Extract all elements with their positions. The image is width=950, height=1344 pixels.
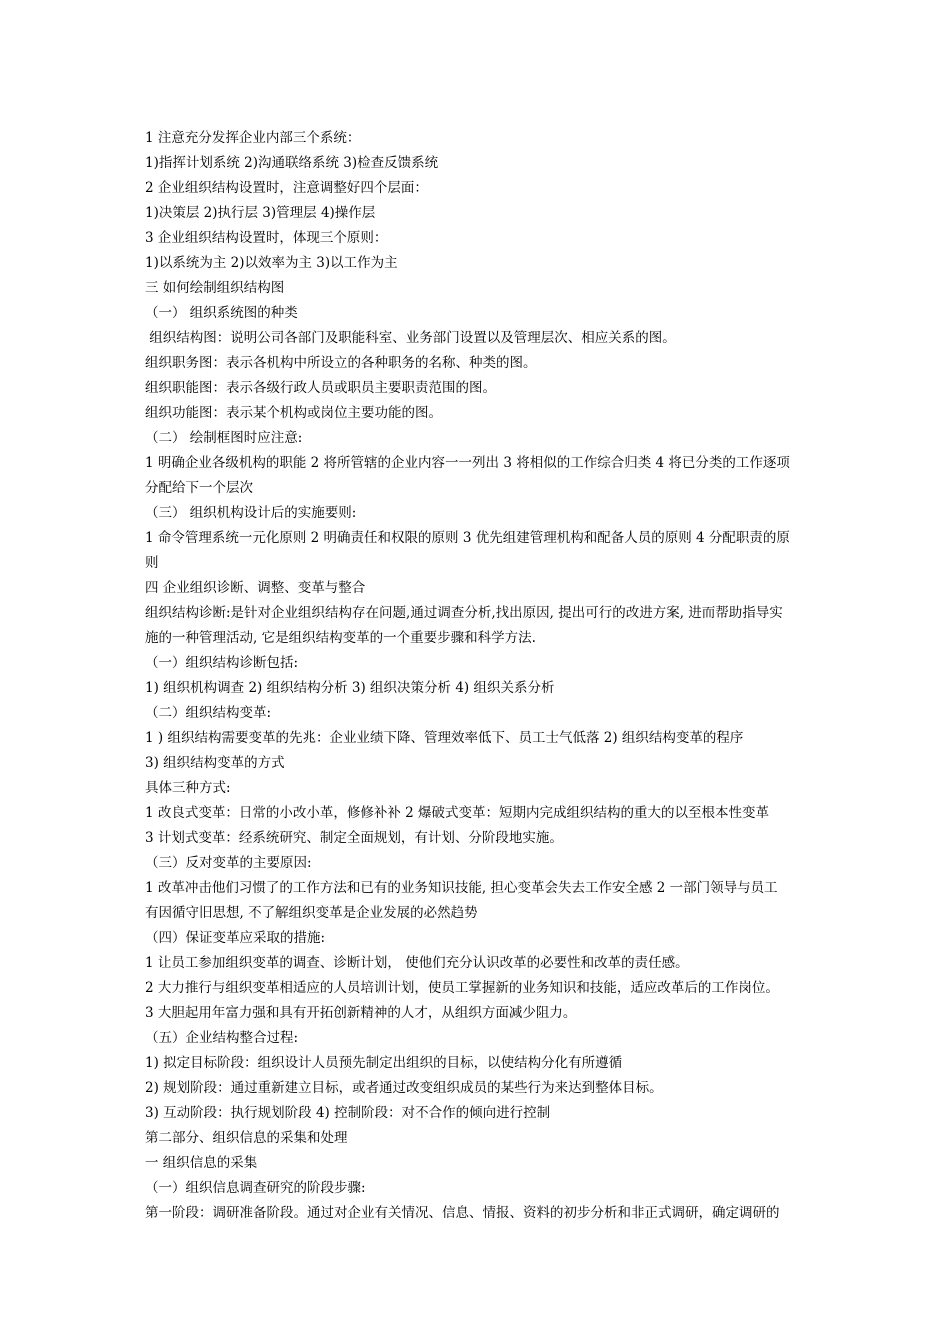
- text-line: 1 改革冲击他们习惯了的工作方法和已有的业务知识技能, 担心变革会失去工作安全感 2 一部门领导与员工: [145, 880, 778, 896]
- text-line: 组织结构图：说明公司各部门及职能科室、业务部门设置以及管理层次、相应关系的图。: [145, 330, 676, 346]
- text-line: 3 计划式变革：经系统研究、制定全面规划，有计划、分阶段地实施。: [145, 830, 563, 846]
- text-line: 具体三种方式:: [145, 780, 231, 796]
- text-line: 分配给下一个层次: [145, 480, 253, 496]
- text-line: 1 命令管理系统一元化原则 2 明确责任和权限的原则 3 优先组建管理机构和配备人员的原则 4 分配职责的原: [145, 530, 790, 546]
- text-line: 施的一种管理活动, 它是组织结构变革的一个重要步骤和科学方法.: [145, 630, 536, 646]
- text-line: 1) 组织机构调查 2) 组织结构分析 3) 组织决策分析 4) 组织关系分析: [145, 680, 555, 696]
- section-heading: 四 企业组织诊断、调整、变革与整合: [145, 580, 366, 596]
- text-line: 2 企业组织结构设置时，注意调整好四个层面：: [145, 180, 428, 196]
- section-heading: 三 如何绘制组织结构图: [145, 280, 285, 296]
- text-line: 1)决策层 2)执行层 3)管理层 4)操作层: [145, 205, 376, 221]
- text-line: 则: [145, 555, 159, 571]
- text-line: 3) 互动阶段：执行规划阶段 4) 控制阶段：对不合作的倾向进行控制: [145, 1105, 551, 1121]
- subsection-heading: （三） 组织机构设计后的实施要则:: [145, 505, 357, 521]
- subsection-heading: （五）企业结构整合过程:: [145, 1030, 299, 1046]
- text-line: 组织职务图：表示各机构中所设立的各种职务的名称、种类的图。: [145, 355, 537, 371]
- text-line: 2) 规划阶段：通过重新建立目标，或者通过改变组织成员的某些行为来达到整体目标。: [145, 1080, 663, 1096]
- text-line: 有因循守旧思想, 不了解组织变革是企业发展的必然趋势: [145, 905, 478, 921]
- subsection-heading: （二）组织结构变革:: [145, 705, 272, 721]
- text-line: 3) 组织结构变革的方式: [145, 755, 285, 771]
- text-line: 1 注意充分发挥企业内部三个系统：: [145, 130, 361, 146]
- text-line: 组织功能图：表示某个机构或岗位主要功能的图。: [145, 405, 442, 421]
- text-line: 3 大胆起用年富力强和具有开拓创新精神的人才，从组织方面减少阻力。: [145, 1005, 577, 1021]
- text-line: 1 让员工参加组织变革的调查、诊断计划， 使他们充分认识改革的必要性和改革的责任感。: [145, 955, 689, 971]
- text-line: 1 ) 组织结构需要变革的先兆：企业业绩下降、管理效率低下、员工士气低落 2) 组织结构变革的程序: [145, 730, 744, 746]
- subsection-heading: （一） 组织系统图的种类: [145, 305, 298, 321]
- subsection-heading: （二） 绘制框图时应注意:: [145, 430, 303, 446]
- text-line: 组织职能图：表示各级行政人员或职员主要职责范围的图。: [145, 380, 496, 396]
- part-heading: 第二部分、组织信息的采集和处理: [145, 1130, 348, 1146]
- subsection-heading: （三）反对变革的主要原因:: [145, 855, 312, 871]
- text-line: 1)指挥计划系统 2)沟通联络系统 3)检查反馈系统: [145, 155, 439, 171]
- text-line: 1) 拟定目标阶段：组织设计人员预先制定出组织的目标，以使结构分化有所遵循: [145, 1055, 623, 1071]
- text-line: 3 企业组织结构设置时，体现三个原则：: [145, 230, 388, 246]
- text-line: 2 大力推行与组织变革相适应的人员培训计划，使员工掌握新的业务知识和技能，适应改革后的工作岗位。: [145, 980, 779, 996]
- text-line: 1 明确企业各级机构的职能 2 将所管辖的企业内容一一列出 3 将相似的工作综合归类 4 将已分类的工作逐项: [145, 455, 790, 471]
- document-body: [145, 126, 827, 1226]
- subsection-heading: （一）组织结构诊断包括:: [145, 655, 299, 671]
- text-line: 第一阶段：调研准备阶段。通过对企业有关情况、信息、情报、资料的初步分析和非正式调研，确定调研的: [145, 1205, 780, 1221]
- text-line: 1)以系统为主 2)以效率为主 3)以工作为主: [145, 255, 398, 271]
- text-line: 组织结构诊断:是针对企业组织结构存在问题,通过调查分析,找出原因, 提出可行的改进方案, 进而帮助指导实: [145, 605, 783, 621]
- text-line: 1 改良式变革：日常的小改小革，修修补补 2 爆破式变革：短期内完成组织结构的重大的以至根本性变革: [145, 805, 770, 821]
- subsection-heading: （一）组织信息调查研究的阶段步骤:: [145, 1180, 366, 1196]
- subsection-heading: （四）保证变革应采取的措施:: [145, 930, 326, 946]
- section-heading: 一 组织信息的采集: [145, 1155, 258, 1171]
